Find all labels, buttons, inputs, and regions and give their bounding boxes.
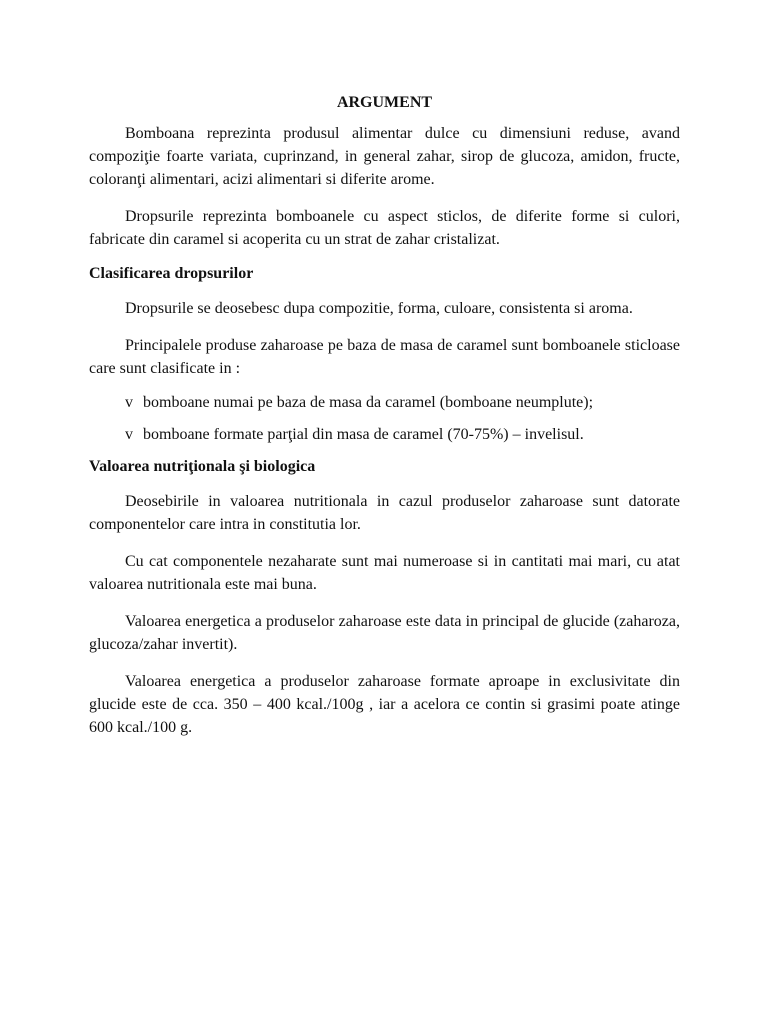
nutrition-paragraph-2: Cu cat componentele nezaharate sunt mai numeroase si in cantitati mai mari, cu atat valoarea nutritionala este mai buna. — [89, 553, 680, 593]
intro-paragraph-1: Bomboana reprezinta produsul alimentar dulce cu dimensiuni reduse, avand compoziţie foarte variata, cuprinzand, in general zahar, sirop de glucoza, amidon, fructe, coloranţi alimentari, acizi alimentari si diferite arome. — [89, 125, 680, 188]
intro-paragraph-2: Dropsurile reprezinta bomboanele cu aspect sticlos, de diferite forme si culori, fabricate din caramel si acoperita cu un strat de zahar cristalizat. — [89, 208, 680, 248]
document-title: ARGUMENT — [336, 94, 433, 111]
bullet-text: bomboane formate parţial din masa de caramel (70-75%) – invelisul. — [143, 426, 584, 443]
bullet-marker: v — [125, 426, 133, 443]
document-body — [89, 93, 680, 753]
bullet-marker: v — [125, 394, 133, 411]
section-heading-classification: Clasificarea dropsurilor — [89, 265, 254, 282]
nutrition-paragraph-4: Valoarea energetica a produselor zaharoase formate aproape in exclusivitate din glucide este de cca. 350 – 400 kcal./100g , iar a acelora ce contin si grasimi poate atinge 600 kcal./100 g. — [89, 673, 680, 736]
classification-paragraph-1: Dropsurile se deosebesc dupa compozitie, forma, culoare, consistenta si aroma. — [125, 300, 633, 317]
section-heading-nutrition: Valoarea nutriţionala şi biologica — [89, 458, 316, 475]
bullet-item-1 — [125, 394, 680, 412]
nutrition-paragraph-1: Deosebirile in valoarea nutritionala in cazul produselor zaharoase sunt datorate componentelor care intra in constitutia lor. — [89, 493, 680, 533]
classification-paragraph-2: Principalele produse zaharoase pe baza de masa de caramel sunt bomboanele sticloase care sunt clasificate in : — [89, 337, 680, 377]
nutrition-paragraph-3: Valoarea energetica a produselor zaharoase este data in principal de glucide (zaharoza, glucoza/zahar invertit). — [89, 613, 680, 653]
bullet-text: bomboane numai pe baza de masa da caramel (bomboane neumplute); — [143, 394, 594, 411]
bullet-item-2 — [125, 426, 680, 444]
